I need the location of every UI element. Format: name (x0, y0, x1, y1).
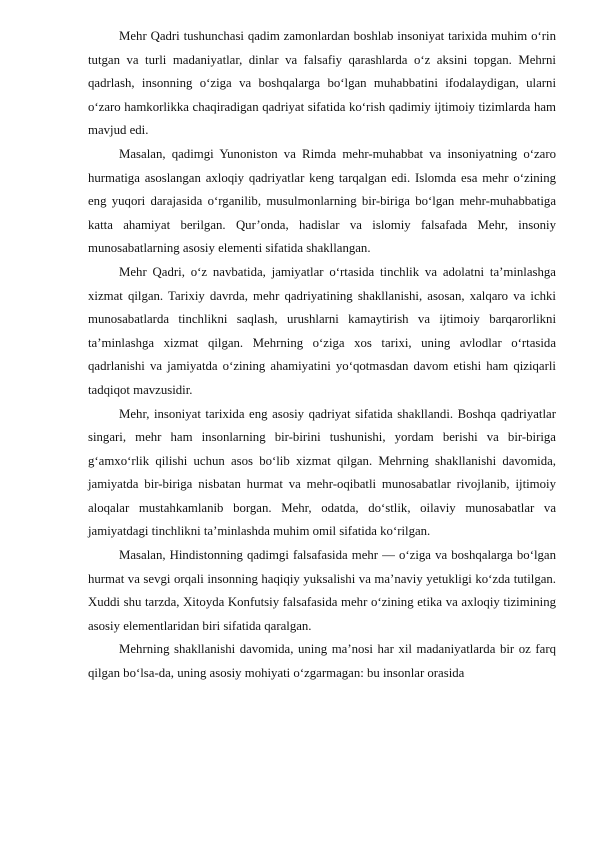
paragraph: Mehr, insoniyat tarixida eng asosiy qadriyat sifatida shakllandi. Boshqa qadriyatlar singari, mehr ham insonlarning bir-birini tushunishi, yordam berishi va bir-biriga g‘amxo‘rlik qilishi uchun asos bo‘lib xizmat qilgan. Mehrning shakllanishi davomida, jamiyatda bir-biriga nisbatan hurmat va mehr-oqibatli munosabatlar rivojlanib, ijtimoiy aloqalar mustahkamlanib borgan. Mehr, odatda, do‘stlik, oilaviy munosabatlar va jamiyatdagi tinchlikni ta’minlashda muhim omil sifatida ko‘rilgan. (88, 406, 556, 539)
paragraph: Mehrning shakllanishi davomida, uning ma’nosi har xil madaniyatlarda bir oz farq qilgan bo‘lsa-da, uning asosiy mohiyati o‘zgarmagan: bu insonlar orasida (88, 642, 556, 681)
document-body (88, 25, 556, 686)
paragraph: Mehr Qadri tushunchasi qadim zamonlardan boshlab insoniyat tarixida muhim o‘rin tutgan va turli madaniyatlar, dinlar va falsafiy qarashlarda o‘z aksini topgan. Mehrni qadrlash, insonning o‘ziga va boshqalarga bo‘lgan muhabbatini ifodalaydigan, ularni o‘zaro hamkorlikka chaqiradigan qadriyat sifatida ko‘rish qadimiy ijtimoiy tizimlarda ham mavjud edi. (88, 29, 556, 138)
paragraph: Mehr Qadri, o‘z navbatida, jamiyatlar o‘rtasida tinchlik va adolatni ta’minlashga xizmat qilgan. Tarixiy davrda, mehr qadriyatining shakllanishi, asosan, xalqaro va ichki munosabatlarda tinchlikni saqlash, urushlarni kamaytirish va ijtimoiy barqarorlikni ta’minlashga xizmat qilgan. Mehrning o‘ziga xos tarixi, uning avlodlar o‘rtasida qadrlanishi va jamiyatda o‘zining ahamiyatini yo‘qotmasdan davom etishi ham qiziqarli tadqiqot mavzusidir. (88, 264, 556, 397)
paragraph: Masalan, qadimgi Yunoniston va Rimda mehr-muhabbat va insoniyatning o‘zaro hurmatiga asoslangan axloqiy qadriyatlar keng tarqalgan edi. Islomda esa mehr o‘zining eng yuqori darajasida o‘rganilib, musulmonlarning bir-biriga bo‘lgan mehr-muhabbatiga katta ahamiyat berilgan. Qur’onda, hadislar va islomiy falsafada Mehr, insoniy munosabatlarning asosiy elementi sifatida shakllangan. (88, 146, 556, 256)
paragraph: Masalan, Hindistonning qadimgi falsafasida mehr — o‘ziga va boshqalarga bo‘lgan hurmat va sevgi orqali insonning haqiqiy yuksalishi va ma’naviy yetukligi ko‘zda tutilgan. Xuddi shu tarzda, Xitoyda Konfutsiy falsafasida mehr o‘zining etika va axloqiy tizimining asosiy elementlaridan biri sifatida qaralgan. (88, 548, 556, 633)
